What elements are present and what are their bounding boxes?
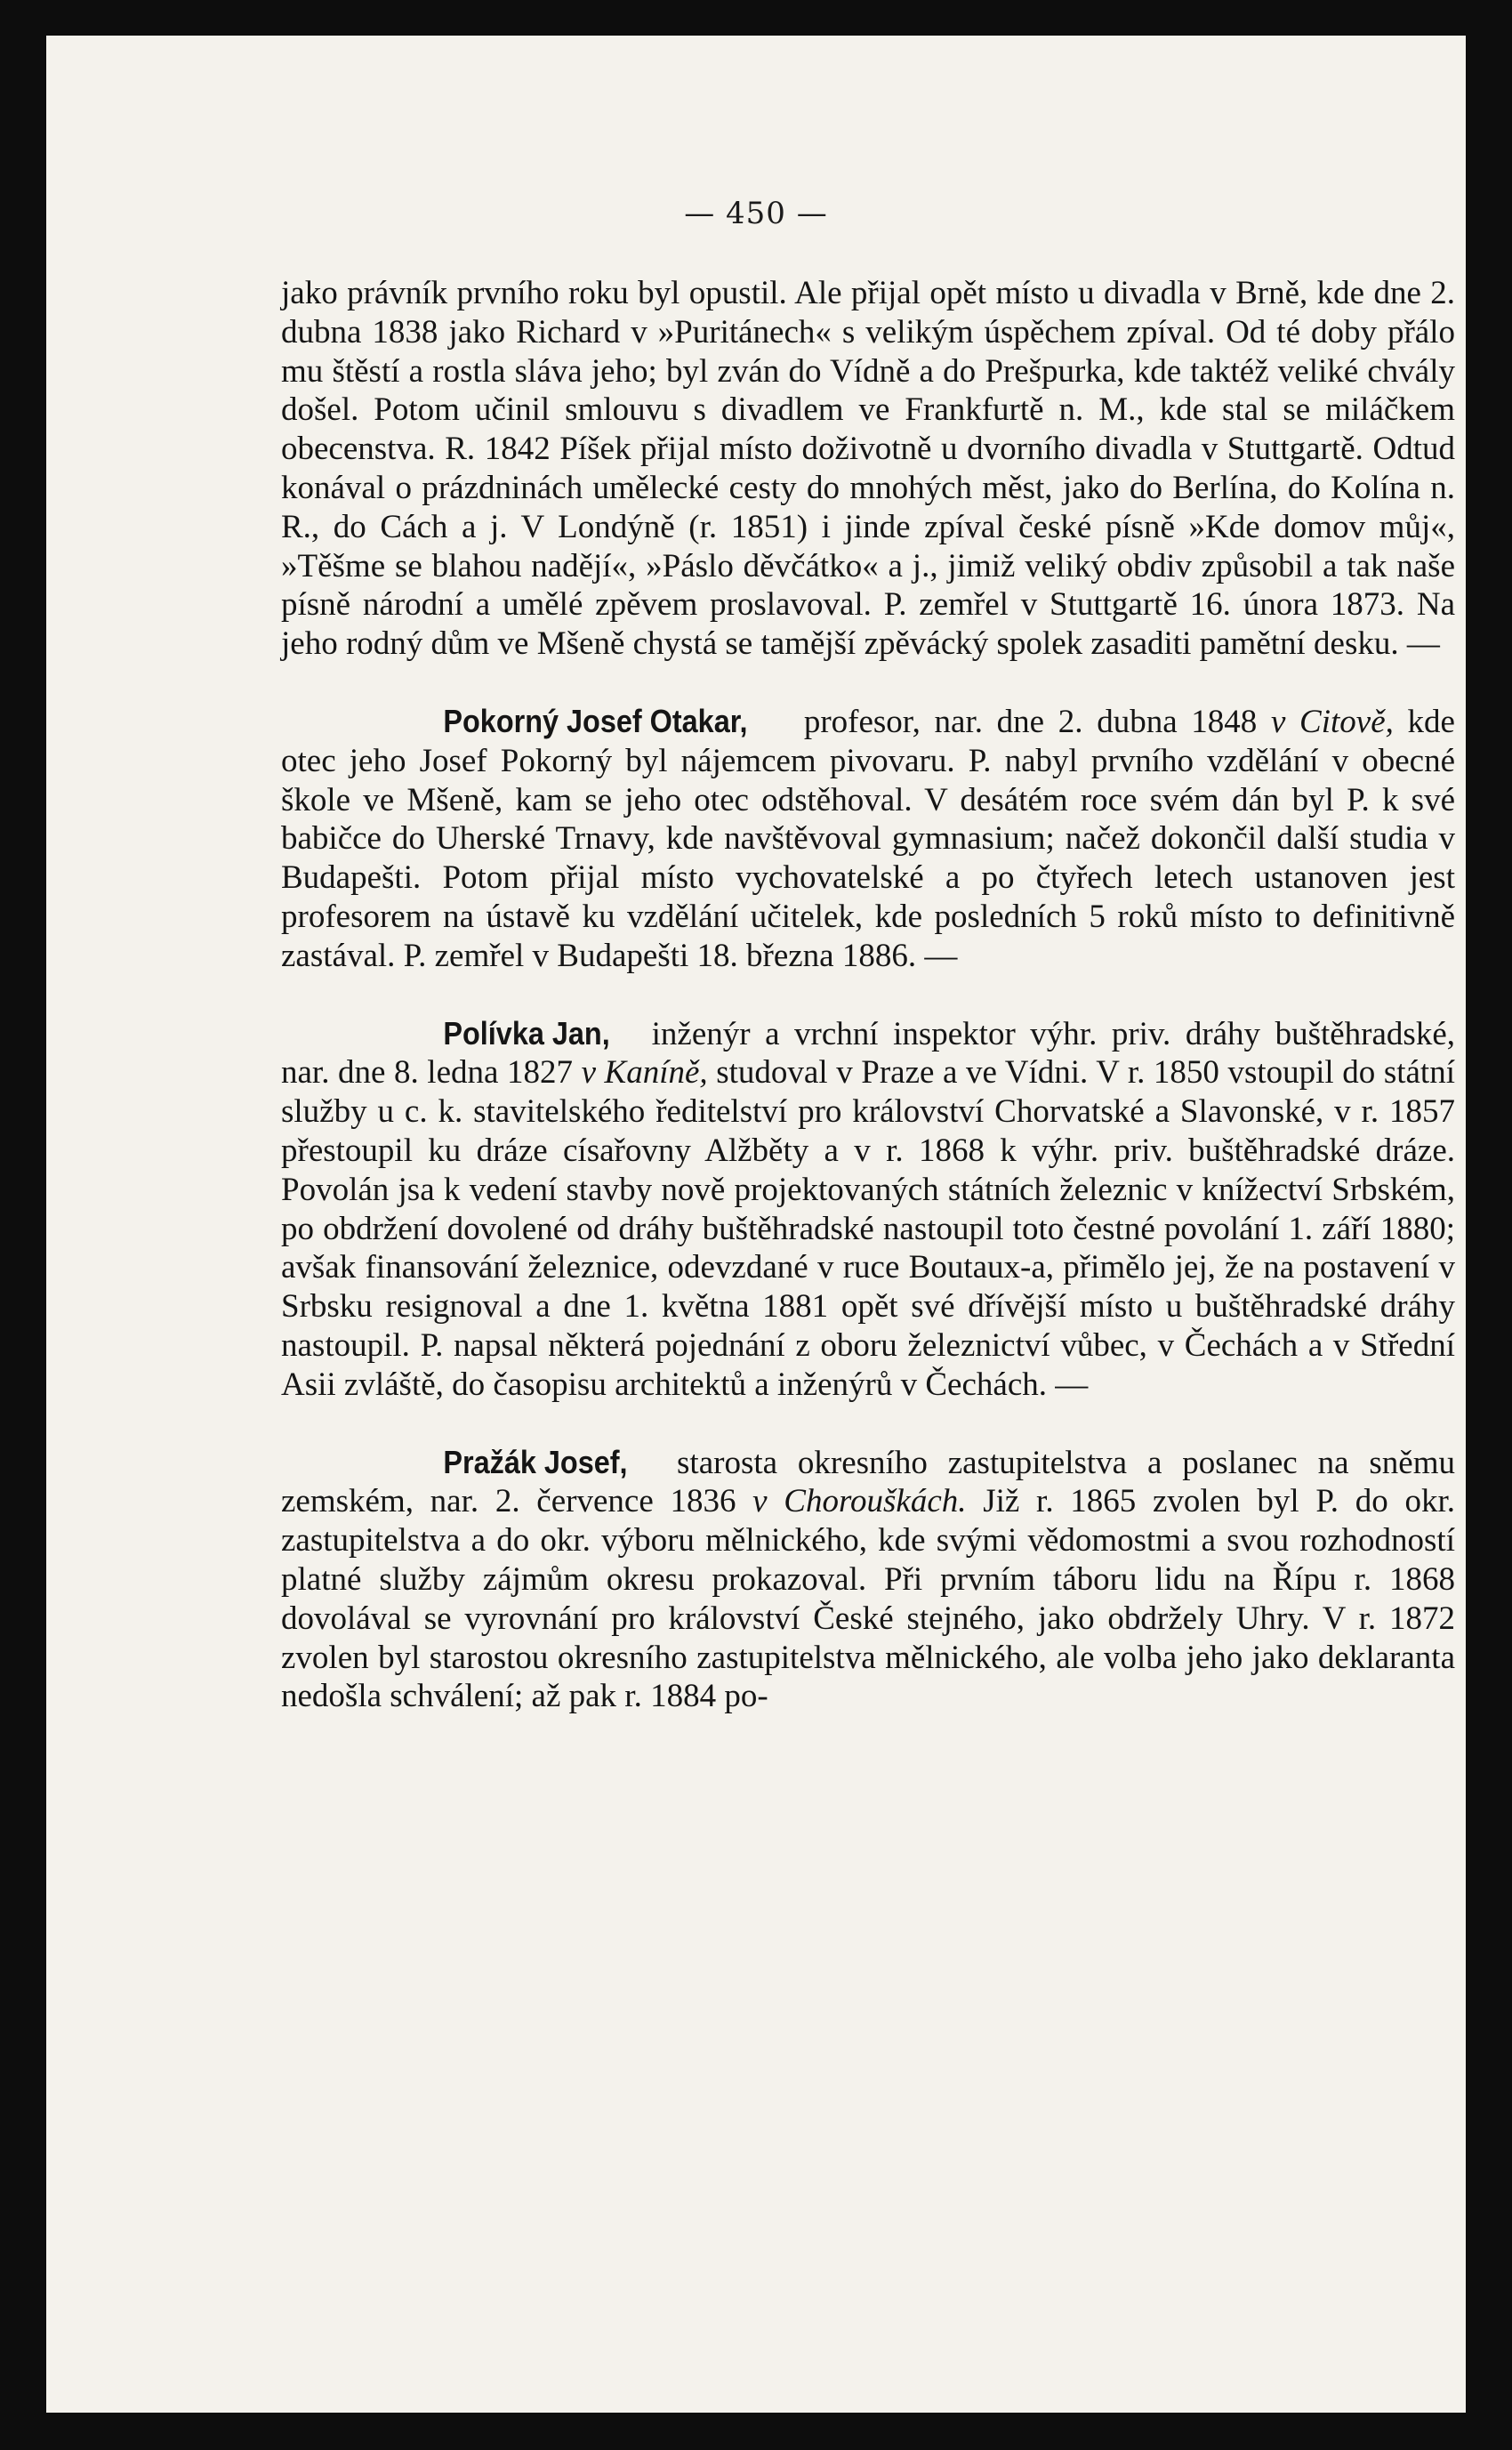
entry-place: v Citově, — [1270, 703, 1394, 740]
text-block — [281, 274, 1455, 1716]
page-number: — 450 — — [684, 196, 828, 231]
entry-text-after-place: kde otec jeho Josef Pokorný byl nájemcem pivovaru. P. nabyl prvního vzdělání v obecné škole ve Mšeně, kam se jeho otec odstěhoval. V desátém roce svém dán byl P. k své babičce do Uherské Trnavy, kde navštěvoval gymnasium; načež dokončil další studia v Budapešti. Potom přijal místo vychovatelské a po čtyřech letech ustanoven jest profesorem na ústavě ku vzdělání učitelek, kde posledních 5 roků místo to definitivně zastával. P. zemřel v Budapešti 18. března 1886. — — [281, 703, 1455, 974]
entry-name: Pražák Josef, — [443, 1443, 628, 1480]
entry-text-before-place: starosta okresního zastupitelstva a poslanec na sněmu zemském, nar. 2. července 1836 — [281, 1444, 1455, 1520]
entry-text-before-place: profesor, nar. dne 2. dubna 1848 — [790, 703, 1271, 740]
entry-place: v Chorouškách. — [752, 1483, 967, 1520]
entry-polivka — [281, 1014, 1455, 1405]
entry-text-after-place: Již r. 1865 zvolen byl P. do okr. zastupitelstva a do okr. výboru mělnického, kde svými vědomostmi a svou rozhodností platné služby zájmům okresu prokazoval. Při prvním táboru lidu na Řípu r. 1868 dovolával se vyrovnání pro království České stejného, jako obdržely Uhry. V r. 1872 zvolen byl starostou okresního zastupitelstva mělnického, ale volba jeho jako deklaranta nedošla schválení; až pak r. 1884 po- — [281, 1483, 1455, 1715]
entry-name: Pokorný Josef Otakar, — [443, 702, 748, 739]
intro-paragraph: jako právník prvního roku byl opustil. Ale přijal opět místo u divadla v Brně, kde dne 2. dubna 1838 jako Richard v »Puritánech« s velikým úspěchem zpíval. Od té doby přálo mu štěstí a rostla sláva jeho; byl zván do Vídně a do Prešpurka, kde taktéž veliké chvály došel. Potom učinil smlouvu s divadlem ve Frankfurtě n. M., kde stal se miláčkem obecenstva. R. 1842 Píšek přijal místo doživotně u dvorního divadla v Stuttgartě. Odtud konával o prázdninách umělecké cesty do mnohých měst, jako do Berlína, do Kolína n. R., do Cách a j. V Londýně (r. 1851) i jinde zpíval české písně »Kde domov můj«, »Těšme se blahou nadějí«, »Páslo děvčátko« a j., jimiž veliký obdiv způsobil a tak naše písně národní a umělé zpěvem proslavoval. P. zemřel v Stuttgartě 16. února 1873. Na jeho rodný dům ve Mšeně chystá se tamější zpěvácký spolek zasaditi pamětní desku. — — [281, 275, 1455, 663]
entry-text-before-place: inženýr a vrchní inspektor výhr. priv. dráhy buštěhradské, nar. dne 8. ledna 1827 — [281, 1015, 1455, 1092]
entry-place: v Kaníně, — [581, 1054, 708, 1092]
book-page — [46, 36, 1466, 2413]
entry-name: Polívka Jan, — [443, 1014, 610, 1052]
entry-pokorny — [281, 702, 1455, 976]
entry-prazak — [281, 1443, 1455, 1717]
entry-text-after-place: studoval v Praze a ve Vídni. V r. 1850 vstoupil do státní služby u c. k. stavitelského ředitelství pro království Chorvatské a Slavonské, v r. 1857 přestoupil ku dráze císařovny Alžběty a v r. 1868 k výhr. priv. buštěhradské dráze. Povolán jsa k vedení stavby nově projektovaných státních železnic v knížectví Srbském, po obdržení dovolené od dráhy buštěhradské nastoupil toto čestné povolání 1. září 1880; avšak finansování železnice, odevzdané v ruce Boutaux-a, přimělo jej, že na postavení v Srbsku resignoval a dne 1. května 1881 opět své dřívější místo u buštěhradské dráhy nastoupil. P. napsal některá pojednání z oboru železnictví vůbec, v Čechách a v Střední Asii zvláště, do časopisu architektů a inženýrů v Čechách. — — [281, 1054, 1455, 1403]
